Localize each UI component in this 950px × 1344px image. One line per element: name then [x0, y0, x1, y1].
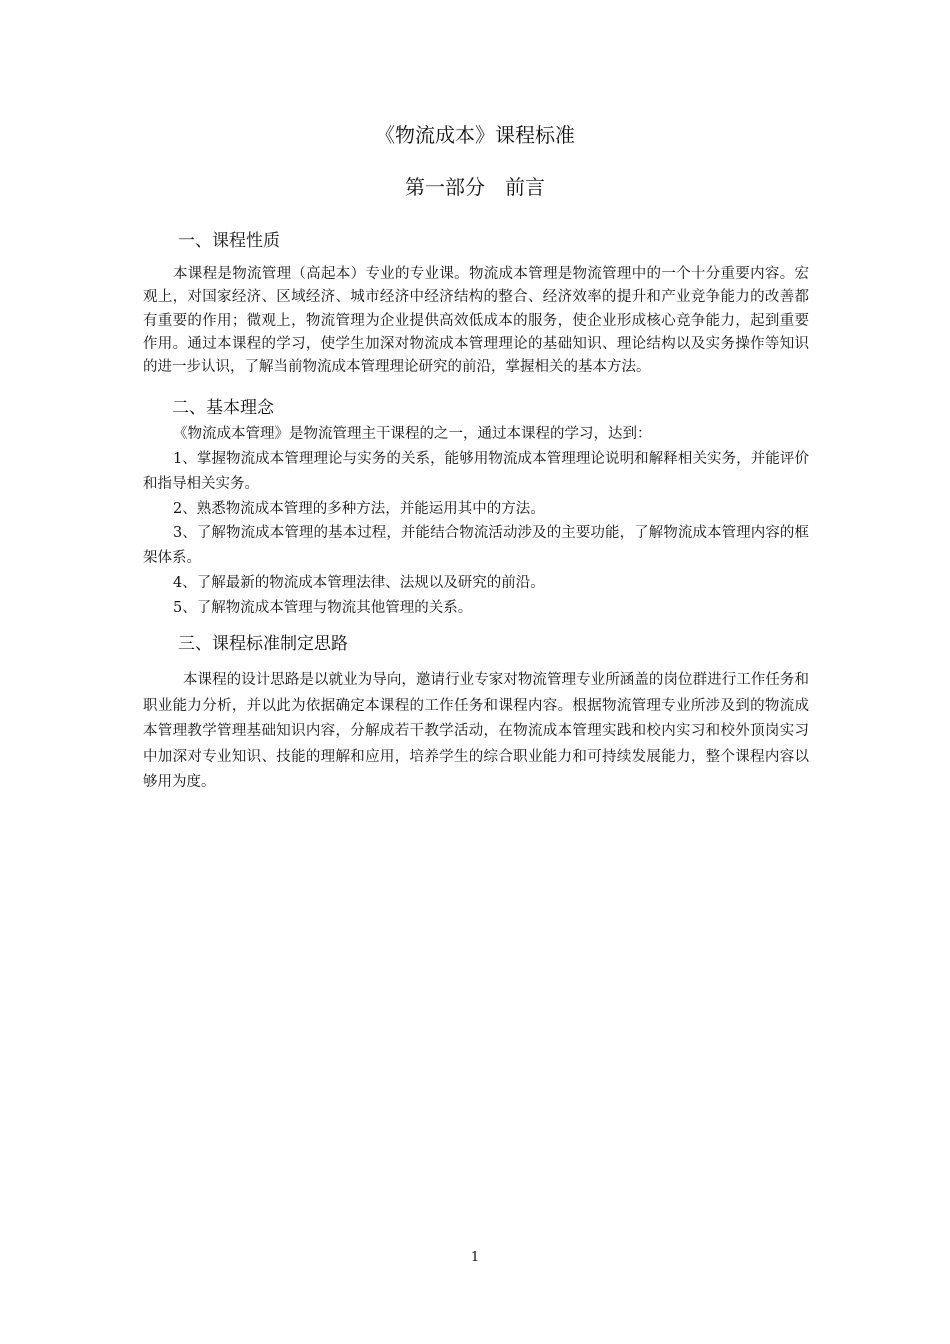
basic-concept-item: 5、了解物流成本管理与物流其他管理的关系。 [173, 600, 473, 616]
document-title: 《物流成本》课程标准 [375, 123, 575, 147]
basic-concept-item: 1、掌握物流成本管理理论与实务的关系，能够用物流成本管理理论说明和解释相关实务，并能评价和指导相关实务。 [143, 451, 809, 492]
section-heading-design-idea: 三、课程标准制定思路 [178, 634, 348, 654]
basic-concept-item: 3、了解物流成本管理的基本过程，并能结合物流活动涉及的主要功能，了解物流成本管理内容的框架体系。 [143, 525, 809, 566]
course-nature-paragraph: 本课程是物流管理（高起本）专业的专业课。物流成本管理是物流管理中的一个十分重要内容。宏观上，对国家经济、区域经济、城市经济中经济结构的整合、经济效率的提升和产业竞争能力的改善都有重要的作用；微观上，物流管理为企业提供高效低成本的服务，使企业形成核心竞争能力，起到重要作用。通过本课程的学习，使学生加深对物流成本管理理论的基础知识、理论结构以及实务操作等知识的进一步认识，了解当前物流成本管理理论研究的前沿，掌握相关的基本方法。 [143, 266, 809, 376]
section-heading-course-nature: 一、课程性质 [178, 231, 280, 251]
basic-concept-item: 4、了解最新的物流成本管理法律、法规以及研究的前沿。 [173, 575, 545, 591]
basic-concept-intro: 《物流成本管理》是物流管理主干课程的之一，通过本课程的学习，达到： [173, 426, 652, 442]
section-heading-basic-concept: 二、基本理念 [172, 398, 274, 418]
basic-concept-item: 2、熟悉物流成本管理的多种方法，并能运用其中的方法。 [173, 501, 545, 517]
page-number: 1 [470, 1250, 480, 1265]
design-idea-paragraph: 本课程的设计思路是以就业为导向，邀请行业专家对物流管理专业所涵盖的岗位群进行工作任务和职业能力分析，并以此为依据确定本课程的工作任务和课程内容。根据物流管理专业所涉及到的物流成本管理教学管理基础知识内容，分解成若干教学活动，在物流成本管理实践和校内实习和校外顶岗实习中加深对专业知识、技能的理解和应用，培养学生的综合职业能力和可持续发展能力，整个课程内容以够用为度。 [143, 672, 809, 790]
part-title: 第一部分 前言 [405, 175, 545, 199]
